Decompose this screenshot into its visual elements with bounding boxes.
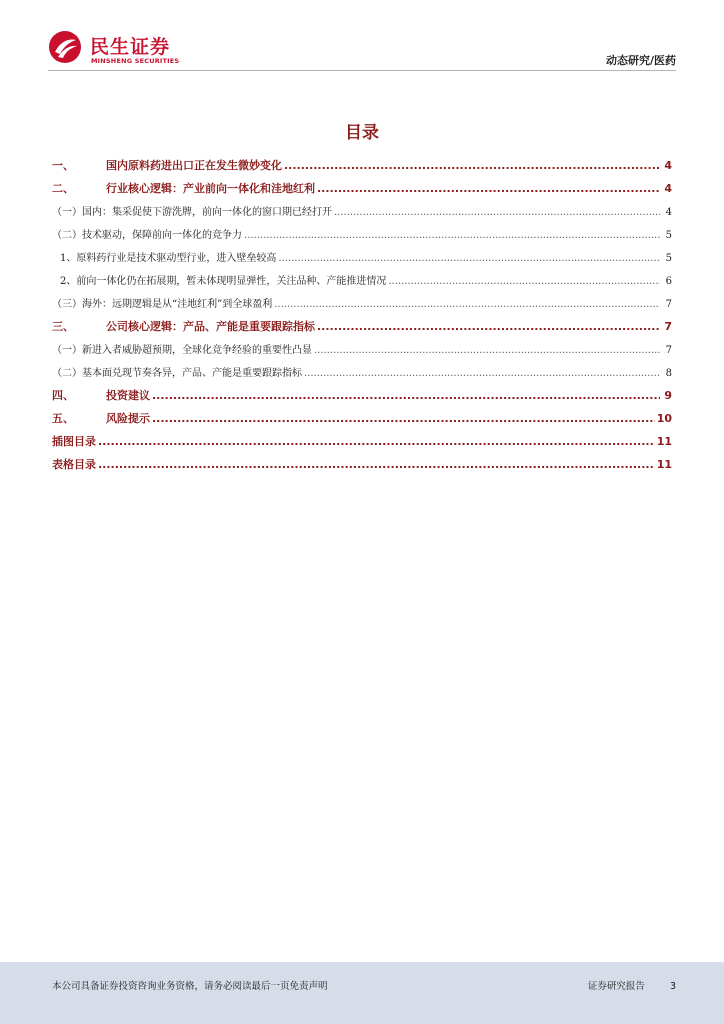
toc-entry[interactable] bbox=[52, 226, 672, 249]
toc-entry[interactable] bbox=[52, 249, 672, 272]
toc-entry-text: （一）国内：集采促使下游洗牌，前向一体化的窗口期已经打开 bbox=[52, 207, 332, 218]
toc-entry-text: （一）新进入者威胁超预期，全球化竞争经验的重要性凸显 bbox=[52, 345, 312, 356]
toc-entry[interactable] bbox=[52, 157, 672, 180]
toc-entry[interactable] bbox=[52, 433, 672, 456]
toc-entry-text: 风险提示 bbox=[106, 412, 150, 425]
toc-entry-page: 10 bbox=[656, 412, 672, 425]
toc-entry-text: （三）海外：远期逻辑是从“洼地红利”到全球盈利 bbox=[52, 299, 273, 310]
toc-entry-number: 二、 bbox=[52, 182, 74, 195]
toc-entry-page: 4 bbox=[664, 159, 672, 172]
toc-entry[interactable] bbox=[52, 341, 672, 364]
toc-entry-text: 国内原料药进出口正在发生微妙变化 bbox=[106, 159, 282, 172]
toc-entry-page: 11 bbox=[656, 458, 672, 471]
toc-entry[interactable] bbox=[52, 410, 672, 433]
toc-entry-page: 11 bbox=[656, 435, 672, 448]
toc-leader-dots bbox=[334, 207, 660, 218]
toc-entry-text: 行业核心逻辑：产业前向一体化和洼地红利 bbox=[106, 182, 315, 195]
toc-leader-dots bbox=[152, 412, 655, 425]
toc-leader-dots bbox=[304, 368, 660, 379]
toc-entry-text: 公司核心逻辑：产品、产能是重要跟踪指标 bbox=[106, 320, 315, 333]
toc-leader-dots bbox=[98, 435, 655, 448]
toc-entry-text: 1、原料药行业是技术驱动型行业，进入壁垒较高 bbox=[60, 253, 277, 264]
toc-entry-page: 5 bbox=[665, 230, 672, 241]
toc-entry-page: 8 bbox=[665, 368, 672, 379]
toc-title: 目录 bbox=[345, 123, 379, 143]
toc-entry-number: 一、 bbox=[52, 159, 74, 172]
brand-name-en: MINSHENG SECURITIES bbox=[91, 57, 180, 65]
toc-leader-dots bbox=[278, 253, 660, 264]
minsheng-logo-icon bbox=[48, 30, 82, 64]
toc-leader-dots bbox=[152, 389, 660, 402]
toc-entry[interactable] bbox=[52, 364, 672, 387]
report-section: 动态研究/医药 bbox=[605, 54, 676, 67]
toc-entry-number: 五、 bbox=[52, 412, 74, 425]
toc-entry-number: 三、 bbox=[52, 320, 74, 333]
header-divider bbox=[48, 70, 676, 71]
footer-info bbox=[566, 978, 676, 992]
toc-entry-page: 4 bbox=[664, 182, 672, 195]
table-of-contents bbox=[52, 157, 672, 479]
toc-entry-number: 四、 bbox=[52, 389, 74, 402]
toc-entry-page: 6 bbox=[665, 276, 672, 287]
report-type: 证券研究报告 bbox=[587, 981, 645, 992]
toc-entry-page: 5 bbox=[665, 253, 672, 264]
toc-entry[interactable] bbox=[52, 318, 672, 341]
footer-disclaimer: 本公司具备证券投资咨询业务资格，请务必阅读最后一页免责声明 bbox=[52, 981, 328, 992]
toc-leader-dots bbox=[284, 159, 660, 172]
toc-entry[interactable] bbox=[52, 272, 672, 295]
toc-entry-page: 7 bbox=[664, 320, 672, 333]
page-footer bbox=[0, 962, 724, 1024]
toc-entry-text: 投资建议 bbox=[106, 389, 150, 402]
toc-leader-dots bbox=[244, 230, 660, 241]
toc-entry-page: 4 bbox=[665, 207, 672, 218]
toc-leader-dots bbox=[274, 299, 660, 310]
brand-name-cn: 民生证券 bbox=[90, 36, 171, 58]
page-header bbox=[48, 30, 676, 70]
toc-leader-dots bbox=[388, 276, 660, 287]
toc-entry-page: 9 bbox=[664, 389, 672, 402]
toc-entry-text: 插图目录 bbox=[52, 435, 96, 448]
toc-leader-dots bbox=[317, 320, 660, 333]
toc-entry-page: 7 bbox=[665, 345, 672, 356]
toc-entry-text: （二）技术驱动，保障前向一体化的竞争力 bbox=[52, 230, 242, 241]
toc-leader-dots bbox=[314, 345, 660, 356]
toc-entry-text: （二）基本面兑现节奏各异，产品、产能是重要跟踪指标 bbox=[52, 368, 302, 379]
toc-leader-dots bbox=[98, 458, 655, 471]
toc-entry[interactable] bbox=[52, 203, 672, 226]
page-number: 3 bbox=[669, 981, 676, 992]
toc-entry[interactable] bbox=[52, 456, 672, 479]
toc-entry-page: 7 bbox=[665, 299, 672, 310]
toc-entry-text: 表格目录 bbox=[52, 458, 96, 471]
toc-entry-text: 2、前向一体化仍在拓展期，暂未体现明显弹性，关注品种、产能推进情况 bbox=[60, 276, 387, 287]
toc-leader-dots bbox=[317, 182, 660, 195]
toc-entry[interactable] bbox=[52, 295, 672, 318]
toc-entry[interactable] bbox=[52, 387, 672, 410]
toc-entry[interactable] bbox=[52, 180, 672, 203]
